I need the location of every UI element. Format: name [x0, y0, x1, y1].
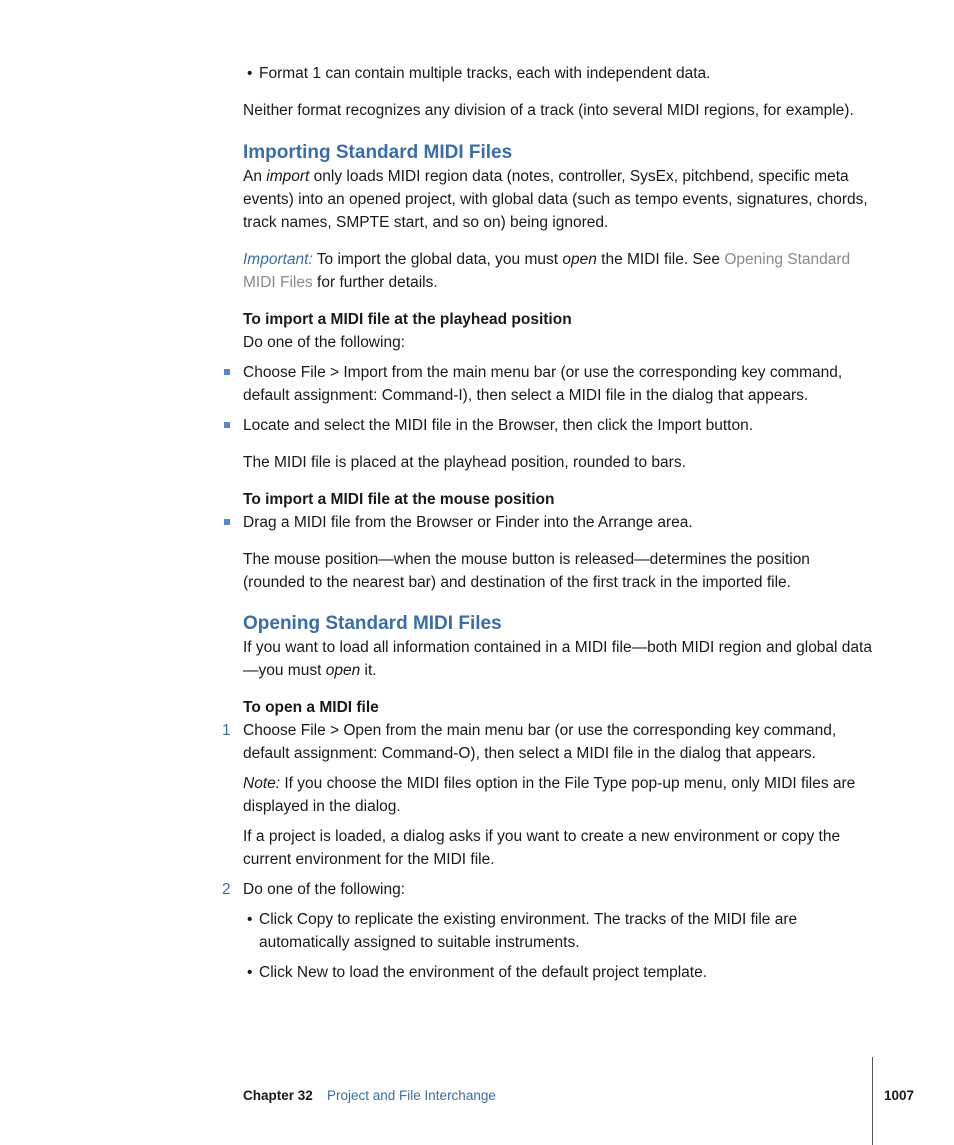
text-run: for further details.: [312, 274, 438, 291]
text-run: If you choose the MIDI files option in the File Type pop-up menu, only MIDI files are displayed in the dialog.: [243, 775, 856, 815]
task-intro: Do one of the following:: [243, 334, 405, 351]
bullet-square-icon: [224, 369, 230, 375]
bullet-dot: •: [247, 964, 253, 981]
list-item: Click Copy to replicate the existing environment. The tracks of the MIDI file are automatically assigned to suitable instruments.: [259, 911, 798, 951]
task-title: To import a MIDI file at the playhead position: [243, 311, 572, 328]
text-run: the MIDI file. See: [596, 251, 725, 268]
bullet-dot: •: [247, 911, 253, 928]
section-heading-importing: Importing Standard MIDI Files: [243, 142, 513, 163]
list-item: Choose File > Import from the main menu bar (or use the corresponding key command, default assignment: Command-I), then select a MIDI file in the dialog that appears.: [243, 364, 843, 404]
text-run: it.: [360, 662, 377, 679]
note-label: Note:: [243, 775, 281, 792]
task-title: To import a MIDI file at the mouse position: [243, 491, 555, 508]
list-item: Drag a MIDI file from the Browser or Finder into the Arrange area.: [243, 514, 693, 531]
task-title: To open a MIDI file: [243, 699, 379, 716]
footer-divider: [872, 1057, 873, 1145]
list-item: Click New to load the environment of the default project template.: [259, 964, 708, 981]
text-run: An: [243, 168, 267, 185]
list-item: Locate and select the MIDI file in the Browser, then click the Import button.: [243, 417, 754, 434]
step-text: Choose File > Open from the main menu bar (or use the corresponding key command, default assignment: Command-O), then select a MIDI file in the dialog that appears.: [243, 722, 837, 762]
emphasis: import: [266, 168, 310, 185]
paragraph: If a project is loaded, a dialog asks if you want to create a new environment or copy the current environment for the MIDI file.: [243, 828, 841, 868]
paragraph: [243, 165, 875, 234]
text-run: only loads MIDI region data (notes, controller, SysEx, pitchbend, specific meta events) into an opened project, with global data (such as tempo events, signatures, chords, track names, SMPTE start, and so on) being ignored.: [243, 168, 868, 231]
step-number: 2: [222, 881, 231, 898]
task-result: The MIDI file is placed at the playhead position, rounded to bars.: [243, 454, 686, 471]
bullet-text: Format 1 can contain multiple tracks, each with independent data.: [259, 65, 711, 82]
text-run: To import the global data, you must: [312, 251, 563, 268]
footer-chapter-title: Project and File Interchange: [327, 1088, 496, 1103]
task-result: The mouse position—when the mouse button is released—determines the position (rounded to the nearest bar) and destination of the first track in the imported file.: [243, 551, 810, 591]
section-heading-opening: Opening Standard MIDI Files: [243, 613, 502, 634]
bullet-square-icon: [224, 422, 230, 428]
note: [243, 772, 875, 818]
bullet-square-icon: [224, 519, 230, 525]
page-number: 1007: [884, 1088, 915, 1103]
emphasis: open: [325, 662, 361, 679]
link-opening-standard-midi-files[interactable]: Opening Standard MIDI Files: [243, 251, 851, 291]
footer-chapter: Chapter 32: [243, 1088, 313, 1103]
paragraph: Neither format recognizes any division of a track (into several MIDI regions, for example).: [243, 102, 854, 119]
important-label: Important:: [243, 251, 313, 268]
step-number: 1: [222, 722, 231, 739]
bullet-dot: •: [247, 65, 253, 82]
emphasis: open: [562, 251, 597, 268]
text-run: If you want to load all information contained in a MIDI file—both MIDI region and global data—you must: [243, 639, 872, 679]
important-note: [243, 248, 875, 294]
paragraph: [243, 636, 875, 682]
step-text: Do one of the following:: [243, 881, 405, 898]
